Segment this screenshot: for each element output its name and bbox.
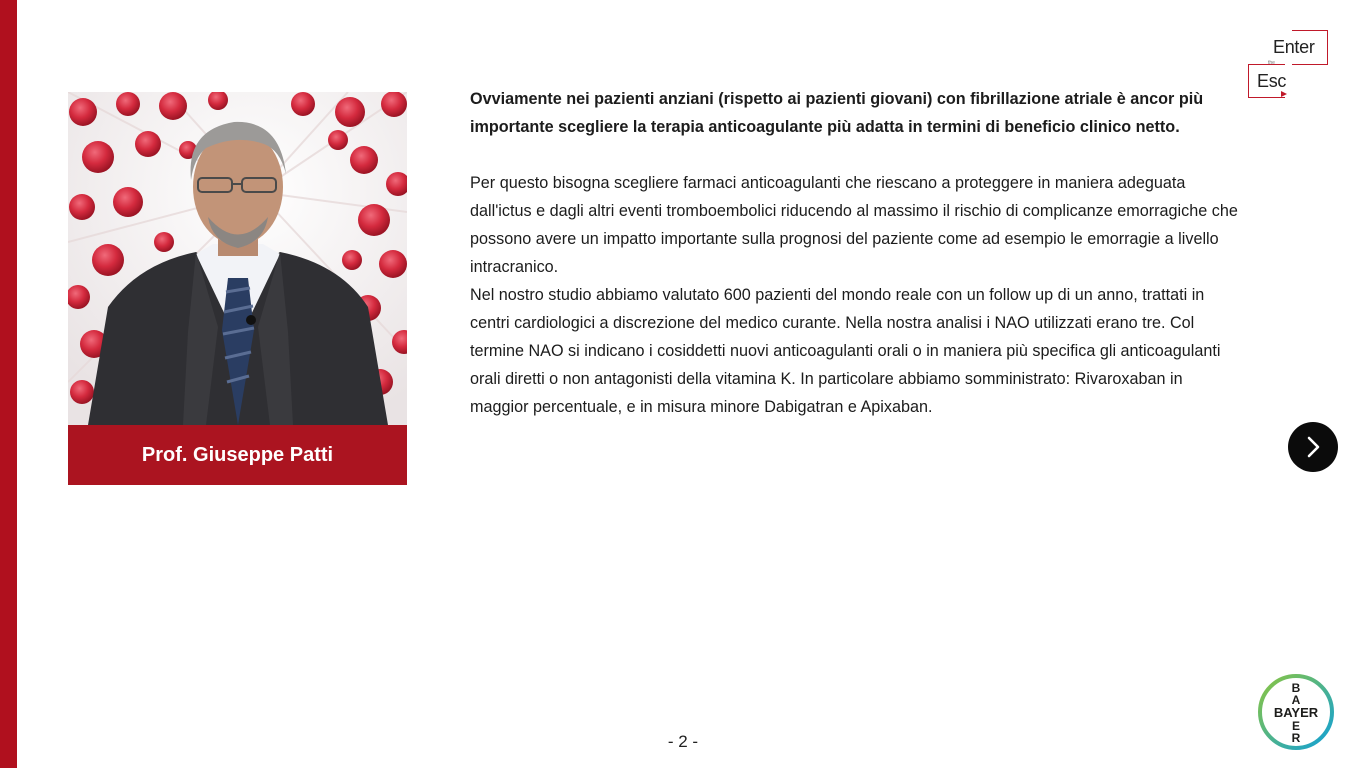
- body-paragraph-2: Nel nostro studio abbiamo valutato 600 pazienti del mondo reale con un follow up di un anno, trattati in centri cardiologici a discrezione del medico curante. Nella nostra analisi i NAO utilizzati erano tre. Col termine NAO si indicano i cosiddetti nuovi anticoagulanti orali o in maniera più specifica gli anticoagulanti orali diretti o non antagonisti della vitamina K. In particolare abbiamo somministrato: Rivaroxaban in maggior percentuale, e in misura minore Dabigatran e Apixaban.: [470, 286, 1221, 416]
- enter-the-esc-logo: [1246, 28, 1330, 100]
- bayer-letter-e: E: [1291, 719, 1301, 733]
- speaker-name: Prof. Giuseppe Patti: [141, 443, 334, 466]
- speaker-name-band: [68, 425, 407, 485]
- content-text: [470, 85, 1240, 421]
- logo-enter-text: Enter: [1273, 37, 1315, 57]
- bayer-horizontal-text: BAYER: [1273, 705, 1319, 720]
- bayer-letter-r: R: [1291, 731, 1301, 745]
- logo-esc-text: Esc: [1257, 71, 1287, 91]
- logo-the-text: the: [1268, 60, 1275, 66]
- bayer-letter-a: A: [1291, 693, 1301, 707]
- next-slide-button[interactable]: [1288, 422, 1338, 472]
- speaker-photo: [68, 92, 407, 425]
- speaker-card: [68, 92, 407, 485]
- body-paragraph-1: Per questo bisogna scegliere farmaci anticoagulanti che riescano a proteggere in maniera adeguata dall'ictus e dagli altri eventi tromboembolici riducendo al massimo il rischio di complicanze emorragiche che possono avere un impatto importante sulla prognosi del paziente come ad esempio le emorragie a livello intracranico.: [470, 174, 1238, 276]
- left-accent-bar: [0, 0, 17, 768]
- chevron-right-icon: [1301, 435, 1325, 459]
- bayer-letter-b: B: [1291, 681, 1301, 695]
- lead-paragraph: Ovviamente nei pazienti anziani (rispetto ai pazienti giovani) con fibrillazione atriale è ancor più importante scegliere la terapia anticoagulante più adatta in termini di beneficio clinico netto.: [470, 90, 1204, 136]
- logo-arrow-icon: [1281, 91, 1287, 97]
- bayer-logo: [1257, 673, 1335, 751]
- page-number: - 2 -: [667, 732, 699, 751]
